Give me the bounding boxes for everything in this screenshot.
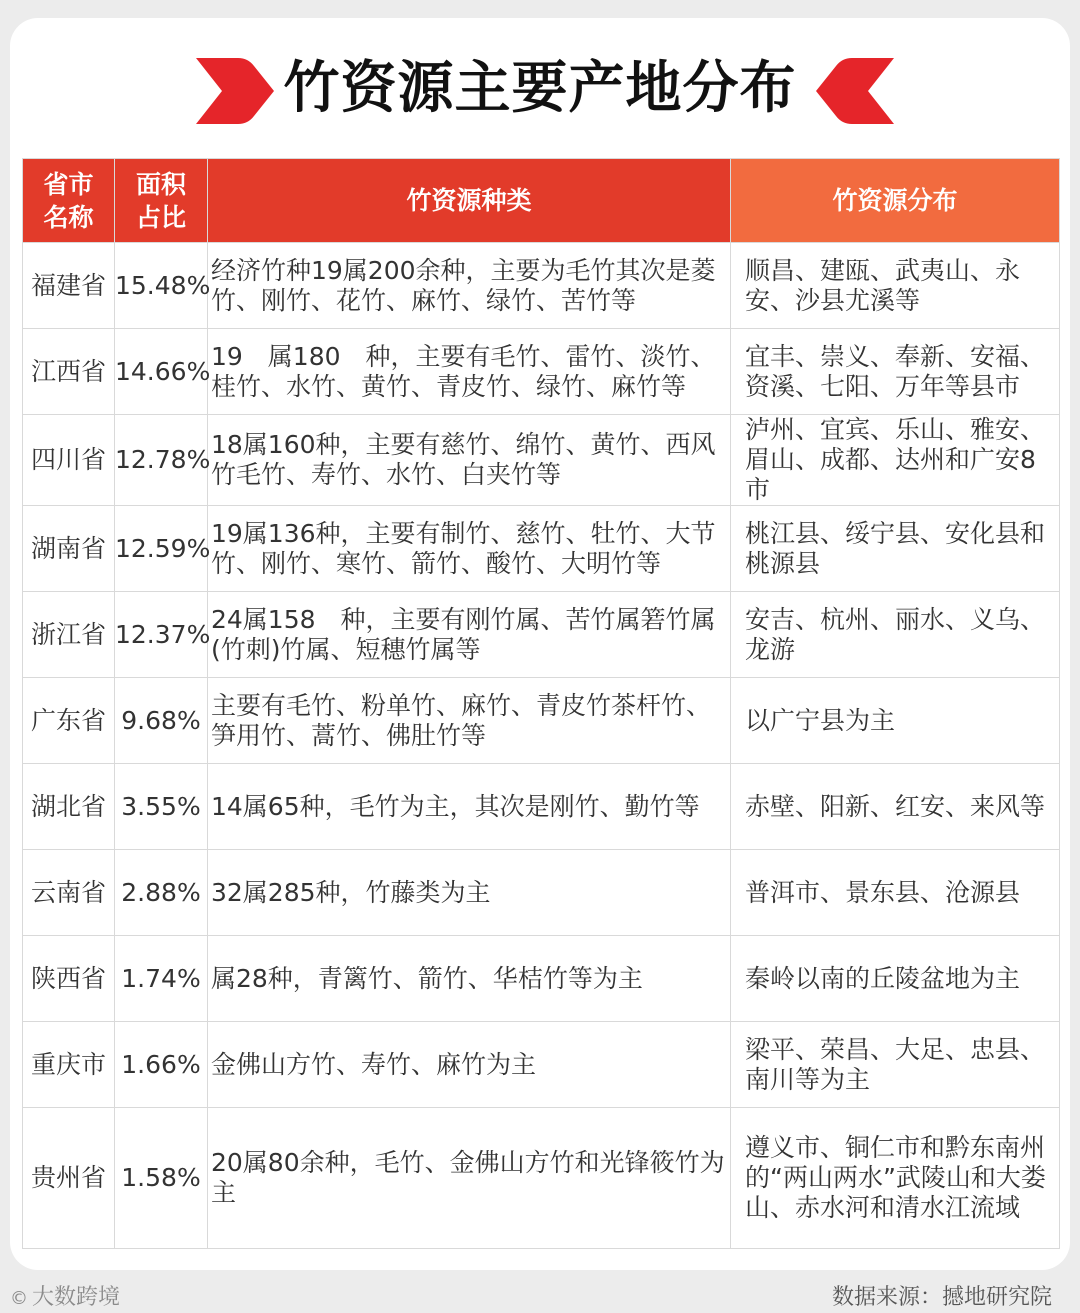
types-cell: 32属285种，竹藤类为主 [208, 850, 731, 936]
ratio-cell: 12.78% [115, 415, 208, 506]
distribution-cell: 秦岭以南的丘陵盆地为主 [731, 936, 1060, 1022]
province-cell: 浙江省 [23, 592, 115, 678]
data-source-note: 数据来源：撼地研究院 [831, 1285, 1052, 1310]
province-cell: 贵州省 [23, 1108, 115, 1249]
table-header-row [23, 159, 1060, 243]
types-cell: 属28种，青篱竹、箭竹、华桔竹等为主 [208, 936, 731, 1022]
ratio-cell: 1.66% [115, 1022, 208, 1108]
province-cell: 陕西省 [23, 936, 115, 1022]
title-banner [0, 38, 1080, 138]
table-row [23, 592, 1060, 678]
distribution-cell: 宜丰、崇义、奉新、安福、资溪、七阳、万年等县市 [731, 329, 1060, 415]
table-row [23, 936, 1060, 1022]
types-cell: 24属158 种，主要有刚竹属、苦竹属箬竹属(竹刺)竹属、短穗竹属等 [208, 592, 731, 678]
types-cell: 金佛山方竹、寿竹、麻竹为主 [208, 1022, 731, 1108]
types-cell: 主要有毛竹、粉单竹、麻竹、青皮竹茶杆竹、笋用竹、蒿竹、佛肚竹等 [208, 678, 731, 764]
header-province: 省市 名称 [23, 159, 115, 243]
table-row [23, 415, 1060, 506]
table-row [23, 678, 1060, 764]
distribution-cell: 安吉、杭州、丽水、义乌、龙游 [731, 592, 1060, 678]
distribution-cell: 顺昌、建瓯、武夷山、永安、沙县尤溪等 [731, 243, 1060, 329]
header-types: 竹资源种类 [208, 159, 731, 243]
province-cell: 云南省 [23, 850, 115, 936]
types-cell: 经济竹种19属200余种，主要为毛竹其次是菱竹、刚竹、花竹、麻竹、绿竹、苦竹等 [208, 243, 731, 329]
distribution-cell: 以广宁县为主 [731, 678, 1060, 764]
types-cell: 19属136种，主要有制竹、慈竹、牡竹、大节竹、刚竹、寒竹、箭竹、酸竹、大明竹等 [208, 506, 731, 592]
ratio-cell: 1.58% [115, 1108, 208, 1249]
distribution-cell: 梁平、荣昌、大足、忠县、南川等为主 [731, 1022, 1060, 1108]
ratio-cell: 3.55% [115, 764, 208, 850]
distribution-cell: 遵义市、铜仁市和黔东南州的“两山两水”武陵山和大娄山、赤水河和清水江流域 [731, 1108, 1060, 1249]
header-ratio: 面积 占比 [115, 159, 208, 243]
types-cell: 18属160种，主要有慈竹、绵竹、黄竹、西风竹毛竹、寿竹、水竹、白夹竹等 [208, 415, 731, 506]
table-row [23, 1022, 1060, 1108]
header-distribution: 竹资源分布 [731, 159, 1060, 243]
types-cell: 14属65种，毛竹为主，其次是刚竹、勤竹等 [208, 764, 731, 850]
distribution-cell: 普洱市、景东县、沧源县 [731, 850, 1060, 936]
bamboo-distribution-table [22, 158, 1060, 1249]
province-cell: 广东省 [23, 678, 115, 764]
types-cell: 19 属180 种，主要有毛竹、雷竹、淡竹、桂竹、水竹、黄竹、青皮竹、绿竹、麻竹等 [208, 329, 731, 415]
table-row [23, 506, 1060, 592]
distribution-cell: 赤壁、阳新、红安、来风等 [731, 764, 1060, 850]
province-cell: 江西省 [23, 329, 115, 415]
logo-icon: © [10, 1288, 28, 1309]
ratio-cell: 15.48% [115, 243, 208, 329]
table-row [23, 764, 1060, 850]
table-row [23, 850, 1060, 936]
watermark-credit: © 大数跨境 [10, 1285, 121, 1310]
table-row [23, 1108, 1060, 1249]
province-cell: 湖北省 [23, 764, 115, 850]
ratio-cell: 9.68% [115, 678, 208, 764]
left-chevron-icon [812, 52, 902, 130]
types-cell: 20属80余种，毛竹、金佛山方竹和光锋筱竹为主 [208, 1108, 731, 1249]
table-row [23, 243, 1060, 329]
right-chevron-icon [188, 52, 278, 130]
distribution-cell: 桃江县、绥宁县、安化县和桃源县 [731, 506, 1060, 592]
ratio-cell: 12.59% [115, 506, 208, 592]
distribution-cell: 泸州、宜宾、乐山、雅安、眉山、成都、达州和广安8市 [731, 415, 1060, 506]
ratio-cell: 12.37% [115, 592, 208, 678]
province-cell: 四川省 [23, 415, 115, 506]
ratio-cell: 2.88% [115, 850, 208, 936]
province-cell: 福建省 [23, 243, 115, 329]
ratio-cell: 14.66% [115, 329, 208, 415]
province-cell: 重庆市 [23, 1022, 115, 1108]
ratio-cell: 1.74% [115, 936, 208, 1022]
table-row [23, 329, 1060, 415]
province-cell: 湖南省 [23, 506, 115, 592]
page-title: 竹资源主要产地分布 [283, 56, 797, 121]
